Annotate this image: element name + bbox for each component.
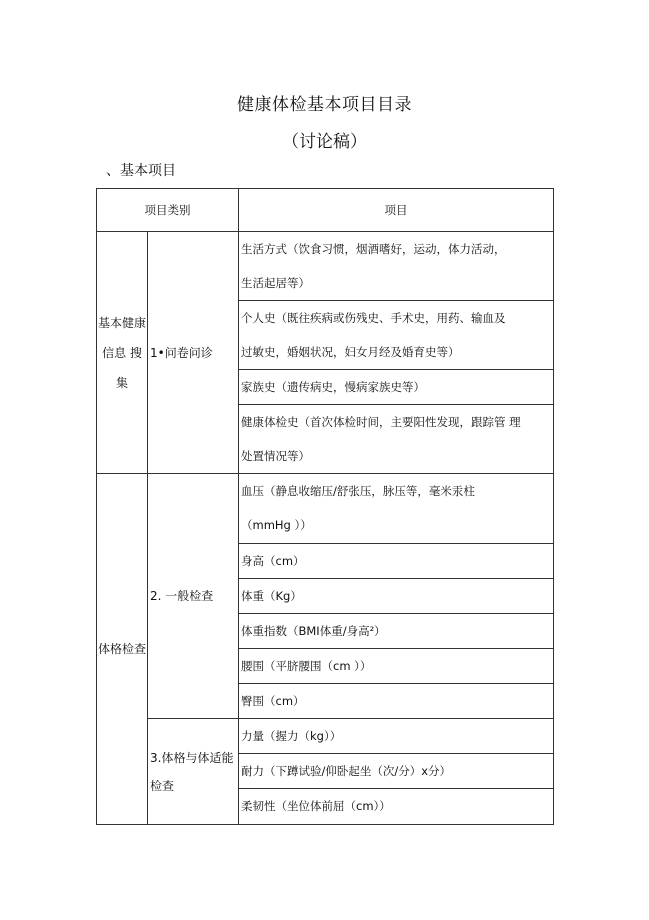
table-row xyxy=(97,719,554,754)
item-cell xyxy=(239,232,554,301)
table-body xyxy=(97,232,554,825)
text-line: 息 搜集 xyxy=(114,345,142,390)
table-row xyxy=(97,474,554,544)
subcategory-cell xyxy=(148,474,239,719)
text-line: 血压（静息收缩压/舒张压，脉压等，毫米汞柱 xyxy=(241,484,475,498)
item-cell xyxy=(239,474,554,544)
text-line: 体格 xyxy=(97,642,122,656)
text-line: 家族史（遗传病史，慢病家族史等） xyxy=(241,380,425,394)
text-line: 过敏史，婚姻状况，妇女月经及婚育史等） xyxy=(241,345,460,359)
text-line: 身高（cm） xyxy=(241,554,305,568)
text-line: 基本 xyxy=(97,315,122,330)
item-cell xyxy=(239,370,554,405)
header-category: 项目类别 xyxy=(97,189,239,232)
item-cell xyxy=(239,754,554,789)
item-cell xyxy=(239,405,554,474)
table-row xyxy=(97,232,554,301)
document-title: 健康体检基本项目目录 xyxy=(237,95,412,115)
text-line: 健康体检史（首次体检时间，主要阳性发现，跟踪管 理 xyxy=(241,415,521,429)
text-line: 臀围（cm） xyxy=(241,694,305,708)
section-heading: 、基本项目 xyxy=(106,163,176,179)
item-cell xyxy=(239,614,554,649)
table-header-row xyxy=(97,189,554,232)
category-cell xyxy=(97,232,148,474)
text-line: 耐力（下蹲试验/仰卧起坐（次/分）x分） xyxy=(241,764,452,778)
text-line: 体重指数（BMI体重/身高²） xyxy=(241,624,386,638)
text-line: 处置情况等） xyxy=(241,449,310,463)
item-cell xyxy=(239,719,554,754)
text-line: 力量（握力（kg）） xyxy=(241,729,342,743)
item-cell xyxy=(239,544,554,579)
items-table xyxy=(96,188,554,825)
text-line: 腰围（平脐腰围（cm ）） xyxy=(241,659,372,673)
item-cell xyxy=(239,579,554,614)
text-line: 1•问卷问诊 xyxy=(150,345,213,360)
text-line: 能检查 xyxy=(150,750,234,793)
document-subtitle: （讨论稿） xyxy=(282,132,367,152)
text-line: 3.体格与体适 xyxy=(150,750,222,765)
text-line: 生活方式（饮食习惯，烟酒嗜好，运动，体力活动， xyxy=(241,242,506,256)
category-cell xyxy=(97,474,148,825)
text-line: （mmHg ）） xyxy=(241,518,312,532)
header-item: 项目 xyxy=(239,189,554,232)
item-cell xyxy=(239,684,554,719)
subcategory-cell xyxy=(148,232,239,474)
text-line: 个人史（既往疾病或伤残史、手术史，用药、输血及 xyxy=(241,311,506,325)
text-line: 2. 一般检查 xyxy=(150,589,214,603)
item-cell xyxy=(239,649,554,684)
item-cell xyxy=(239,301,554,370)
text-line: 检查 xyxy=(122,642,147,656)
text-line: 健康 信 xyxy=(102,315,147,360)
text-line: 柔韧性（坐位体前屈（cm）） xyxy=(241,799,391,813)
text-line: 生活起居等） xyxy=(241,276,310,290)
subcategory-cell xyxy=(148,719,239,825)
text-line: 体重（Kg） xyxy=(241,589,302,603)
item-cell xyxy=(239,789,554,825)
